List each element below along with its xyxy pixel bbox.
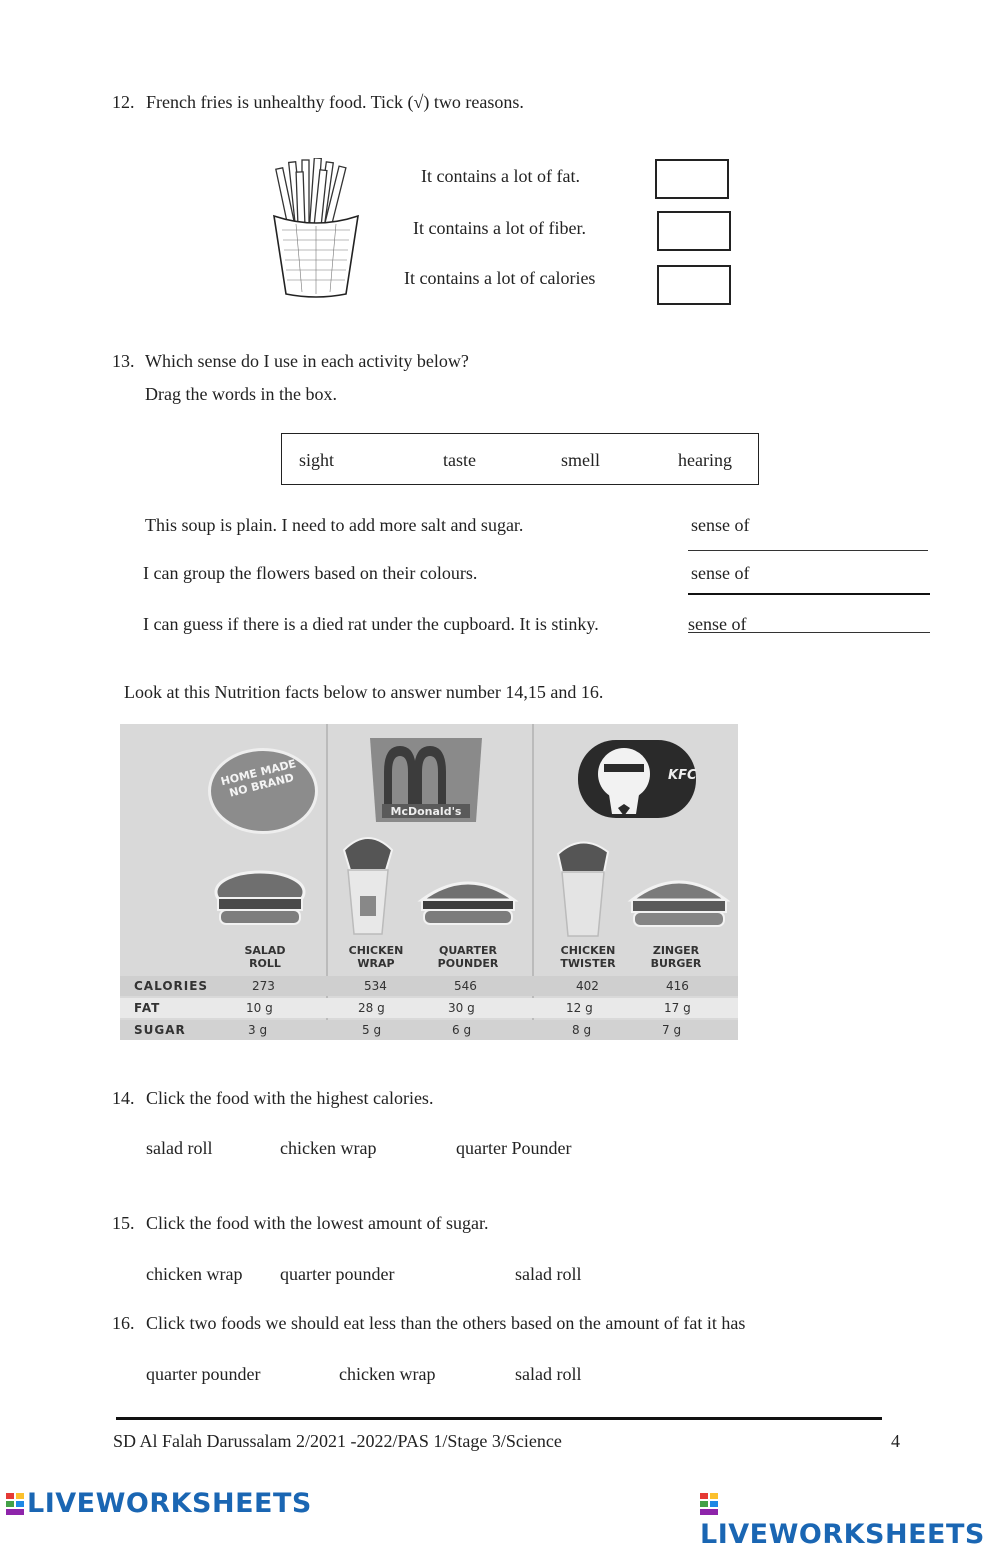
chicken-twister-icon (552, 836, 614, 940)
footer-divider (116, 1417, 882, 1420)
liveworksheets-logo-left (6, 1488, 312, 1519)
row-label: FAT (134, 1001, 161, 1015)
home-made-badge-text: HOME MADE NO BRAND (219, 757, 298, 800)
liveworksheets-icon (6, 1493, 24, 1515)
q12-option-fat: It contains a lot of fat. (421, 166, 580, 186)
food-label-zinger-burger: ZINGER BURGER (650, 944, 702, 970)
liveworksheets-text-right: LIVEWORKSHEETS (700, 1519, 985, 1550)
q15-question: Click the food with the lowest amount of sugar. (146, 1213, 489, 1233)
cell: 8 g (572, 1023, 592, 1037)
q12-tick-box-fiber[interactable] (657, 211, 731, 251)
word-hearing[interactable]: hearing (678, 450, 732, 470)
q12-option-calories: It contains a lot of calories (404, 268, 596, 288)
french-fries-icon (268, 158, 364, 300)
page-number: 4 (891, 1431, 900, 1451)
zinger-burger-icon (626, 870, 732, 936)
cell: 416 (666, 979, 689, 993)
quarter-pounder-icon (416, 872, 520, 934)
q14-option-salad-roll[interactable]: salad roll (146, 1138, 213, 1158)
word-sight[interactable]: sight (299, 450, 335, 470)
q15-option-chicken-wrap[interactable]: chicken wrap (146, 1264, 243, 1284)
q16-option-salad-roll[interactable]: salad roll (515, 1364, 582, 1384)
footer-text: SD Al Falah Darussalam 2/2021 -2022/PAS 1/Stage 3/Science (113, 1431, 562, 1451)
row-label: CALORIES (134, 979, 209, 993)
nutrition-intro: Look at this Nutrition facts below to answer number 14,15 and 16. (124, 682, 604, 702)
cell: 3 g (248, 1023, 268, 1037)
q12-tick-box-calories[interactable] (657, 265, 731, 305)
cell: 534 (364, 979, 387, 993)
q14-option-quarter-pounder[interactable]: quarter Pounder (456, 1138, 572, 1158)
nutrition-row-fat (120, 998, 738, 1018)
q13-sentence-3: I can guess if there is a died rat under the cupboard. It is stinky. (143, 614, 599, 634)
q12-option-fiber: It contains a lot of fiber. (413, 218, 586, 238)
q13-instruction: Drag the words in the box. (145, 384, 337, 404)
cell: 30 g (448, 1001, 475, 1015)
q13-answer-line-3[interactable] (688, 632, 930, 633)
q13-question: Which sense do I use in each activity below? (145, 351, 469, 371)
cell: 546 (454, 979, 477, 993)
word-smell[interactable]: smell (561, 450, 600, 470)
cell: 5 g (362, 1023, 382, 1037)
q13-answer-line-2[interactable] (688, 593, 930, 595)
q13-sentence-1: This soup is plain. I need to add more salt and sugar. (145, 515, 524, 535)
food-label-chicken-twister: CHICKEN TWISTER (560, 944, 616, 970)
q14-question: Click the food with the highest calories. (146, 1088, 434, 1108)
word-taste[interactable]: taste (443, 450, 476, 470)
food-label-quarter-pounder: QUARTER POUNDER (437, 944, 499, 970)
q13-answer-prefix-2: sense of (691, 563, 750, 583)
q15-number: 15. (112, 1213, 135, 1233)
word-bank (281, 433, 759, 485)
q12-tick-box-fat[interactable] (655, 159, 729, 199)
q16-question: Click two foods we should eat less than the others based on the amount of fat it has (146, 1313, 746, 1333)
q15-option-quarter-pounder[interactable]: quarter pounder (280, 1264, 395, 1284)
cell: 17 g (664, 1001, 691, 1015)
liveworksheets-logo-right (700, 1488, 1000, 1550)
q12-number: 12. (112, 92, 135, 112)
cell: 28 g (358, 1001, 385, 1015)
cell: 10 g (246, 1001, 273, 1015)
q16-option-quarter-pounder[interactable]: quarter pounder (146, 1364, 261, 1384)
cell: 273 (252, 979, 275, 993)
salad-roll-icon (210, 868, 310, 936)
q12-question: French fries is unhealthy food. Tick (√) two reasons. (146, 92, 524, 112)
cell: 6 g (452, 1023, 472, 1037)
cell: 12 g (566, 1001, 593, 1015)
q13-answer-prefix-3: sense of (688, 614, 747, 634)
q13-answer-line-1[interactable] (688, 550, 928, 551)
q13-number: 13. (112, 351, 135, 371)
liveworksheets-text-left: LIVEWORKSHEETS (27, 1488, 312, 1519)
nutrition-row-calories (120, 976, 738, 996)
mcdonalds-logo-text: McDonald's (390, 805, 462, 818)
nutrition-facts-image (120, 724, 738, 1040)
nutrition-row-sugar (120, 1020, 738, 1040)
food-label-chicken-wrap: CHICKEN WRAP (348, 944, 404, 970)
chicken-wrap-icon (340, 830, 396, 940)
q14-option-chicken-wrap[interactable]: chicken wrap (280, 1138, 377, 1158)
row-label: SUGAR (134, 1023, 186, 1037)
food-label-salad-roll: SALAD ROLL (244, 944, 286, 970)
q15-option-salad-roll[interactable]: salad roll (515, 1264, 582, 1284)
kfc-logo-text: KFC (668, 768, 697, 783)
q13-sentence-2: I can group the flowers based on their colours. (143, 563, 478, 583)
cell: 7 g (662, 1023, 682, 1037)
cell: 402 (576, 979, 599, 993)
q16-number: 16. (112, 1313, 135, 1333)
q16-option-chicken-wrap[interactable]: chicken wrap (339, 1364, 436, 1384)
q13-answer-prefix-1: sense of (691, 515, 750, 535)
liveworksheets-icon (700, 1493, 718, 1515)
q14-number: 14. (112, 1088, 135, 1108)
